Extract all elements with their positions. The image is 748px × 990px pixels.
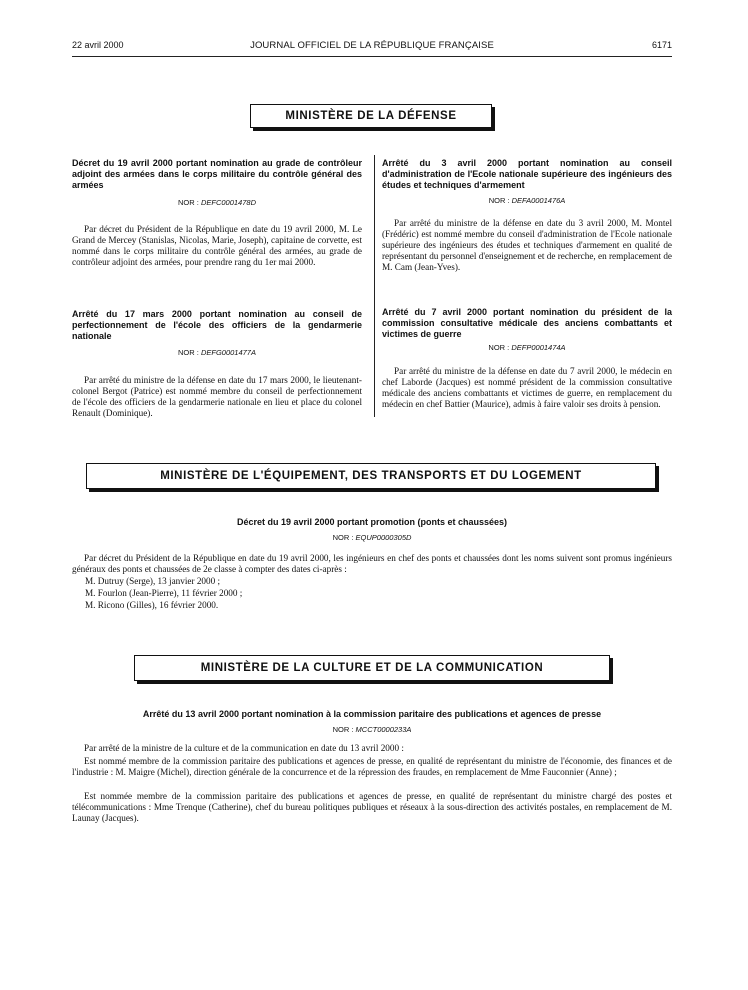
list-item: M. Ricono (Gilles), 16 février 2000. xyxy=(85,600,219,610)
header-rule xyxy=(72,56,672,57)
article-title: Décret du 19 avril 2000 portant nomination au grade de contrôleur adjoint des armées dans le corps militaire du contrôle général des armées xyxy=(72,158,362,190)
nor-code: EQUP0000305D xyxy=(355,533,412,542)
nor-reference xyxy=(72,533,672,542)
ministry-culture-heading: MINISTÈRE DE LA CULTURE ET DE LA COMMUNICATION xyxy=(134,655,610,681)
nor-reference xyxy=(72,348,362,357)
article-title: Arrêté du 13 avril 2000 portant nomination à la commission paritaire des publications et agences de presse xyxy=(142,709,602,719)
nor-code: MCCT0000233A xyxy=(355,725,412,734)
nor-code: DEFG0001477A xyxy=(200,348,256,357)
nor-label: NOR : xyxy=(178,198,199,207)
nor-reference xyxy=(72,725,672,734)
journal-title: JOURNAL OFFICIEL DE LA RÉPUBLIQUE FRANÇAISE xyxy=(250,40,494,51)
list-item: M. Fourlon (Jean-Pierre), 11 février 2000 ; xyxy=(85,588,243,598)
nor-code: DEFC0001478D xyxy=(200,198,256,207)
nor-reference xyxy=(72,198,362,207)
list-item: M. Dutruy (Serge), 13 janvier 2000 ; xyxy=(85,576,221,586)
nor-label: NOR : xyxy=(488,196,510,205)
article-body: Par arrêté de la ministre de la culture et de la communication en date du 13 avril 2000 : xyxy=(84,743,404,753)
article-body: Par décret du Président de la République en date du 19 avril 2000, les ingénieurs en chef des ponts et chaussées dont les noms suivent sont promus ingénieurs généraux des ponts et chaussées de 2e classe à compter des dates ci-après : xyxy=(72,553,672,574)
column-separator xyxy=(374,155,375,417)
article-title: Arrêté du 7 avril 2000 portant nomination du président de la commission consultative médicale des anciens combattants et victimes de guerre xyxy=(382,307,672,339)
header-date: 22 avril 2000 xyxy=(72,40,124,50)
article-body: Par arrêté du ministre de la défense en date du 3 avril 2000, M. Montel (Frédéric) est nommé membre du conseil d'administration de l'Ecole nationale supérieure des ingénieurs des études et techniques d'armement en qualité de représentant du personnel d'enseignement et de recherche, en remplacement de M. Cam (Jean-Yves). xyxy=(382,218,672,272)
page-number: 6171 xyxy=(651,40,672,50)
ministry-equipment-heading: MINISTÈRE DE L'ÉQUIPEMENT, DES TRANSPORTS ET DU LOGEMENT xyxy=(86,463,656,489)
article-body: Par décret du Président de la République en date du 19 avril 2000, M. Le Grand de Mercey (Stanislas, Nicolas, Marie, Joseph), capitaine de corvette, est nommé dans le corps militaire du contrôle général des armées, au grade de contrôleur adjoint des armées, pour prendre rang du 1er mai 2000. xyxy=(72,224,362,267)
article-body: Par arrêté du ministre de la défense en date du 17 mars 2000, le lieutenant-colonel Bergot (Patrice) est nommé membre du conseil de perfectionnement de l'école des officiers de la gendarmerie nationale en lieu et place du colonel Renault (Dominique). xyxy=(72,375,362,418)
page-header xyxy=(72,40,672,54)
nor-reference xyxy=(382,343,672,352)
ministry-defense-heading: MINISTÈRE DE LA DÉFENSE xyxy=(250,104,492,128)
article-title: Décret du 19 avril 2000 portant promotion (ponts et chaussées) xyxy=(236,517,508,527)
nor-reference xyxy=(382,196,672,205)
nor-code: DEFP0001474A xyxy=(511,343,566,352)
article-body: Par arrêté du ministre de la défense en date du 7 avril 2000, le médecin en chef Laborde (Jacques) est nommé président de la commission consultative médicale des anciens combattants et victimes de guerre, en remplacement du médecin en chef Battier (Maurice), admis à faire valoir ses droits à pension. xyxy=(382,366,672,409)
nor-label: NOR : xyxy=(332,533,354,542)
article-body: Est nommé membre de la commission paritaire des publications et agences de presse, en qualité de représentant du ministre de l'économie, des finances et de l'industrie : M. Maigre (Michel), direction générale de la concurrence et de la répression des fraudes, en remplacement de Mme Fauconnier (Anne) ; xyxy=(72,756,672,777)
article-body: Est nommée membre de la commission paritaire des publications et agences de presse, en qualité de représentant du ministre chargé des postes et télécommunications : Mme Trenque (Catherine), chef du bureau politiques publiques et réseaux à la sous-direction des activités postales, en remplacement de M. Launay (Jacques). xyxy=(72,791,672,823)
article-title: Arrêté du 3 avril 2000 portant nomination au conseil d'administration de l'Ecole nationale supérieure des ingénieurs des études et techniques d'armement xyxy=(382,158,672,190)
nor-code: DEFA0001476A xyxy=(511,196,566,205)
article-title: Arrêté du 17 mars 2000 portant nomination au conseil de perfectionnement de l'école des officiers de la gendarmerie nationale xyxy=(72,309,362,341)
nor-label: NOR : xyxy=(488,343,510,352)
nor-label: NOR : xyxy=(178,348,199,357)
nor-label: NOR : xyxy=(332,725,354,734)
